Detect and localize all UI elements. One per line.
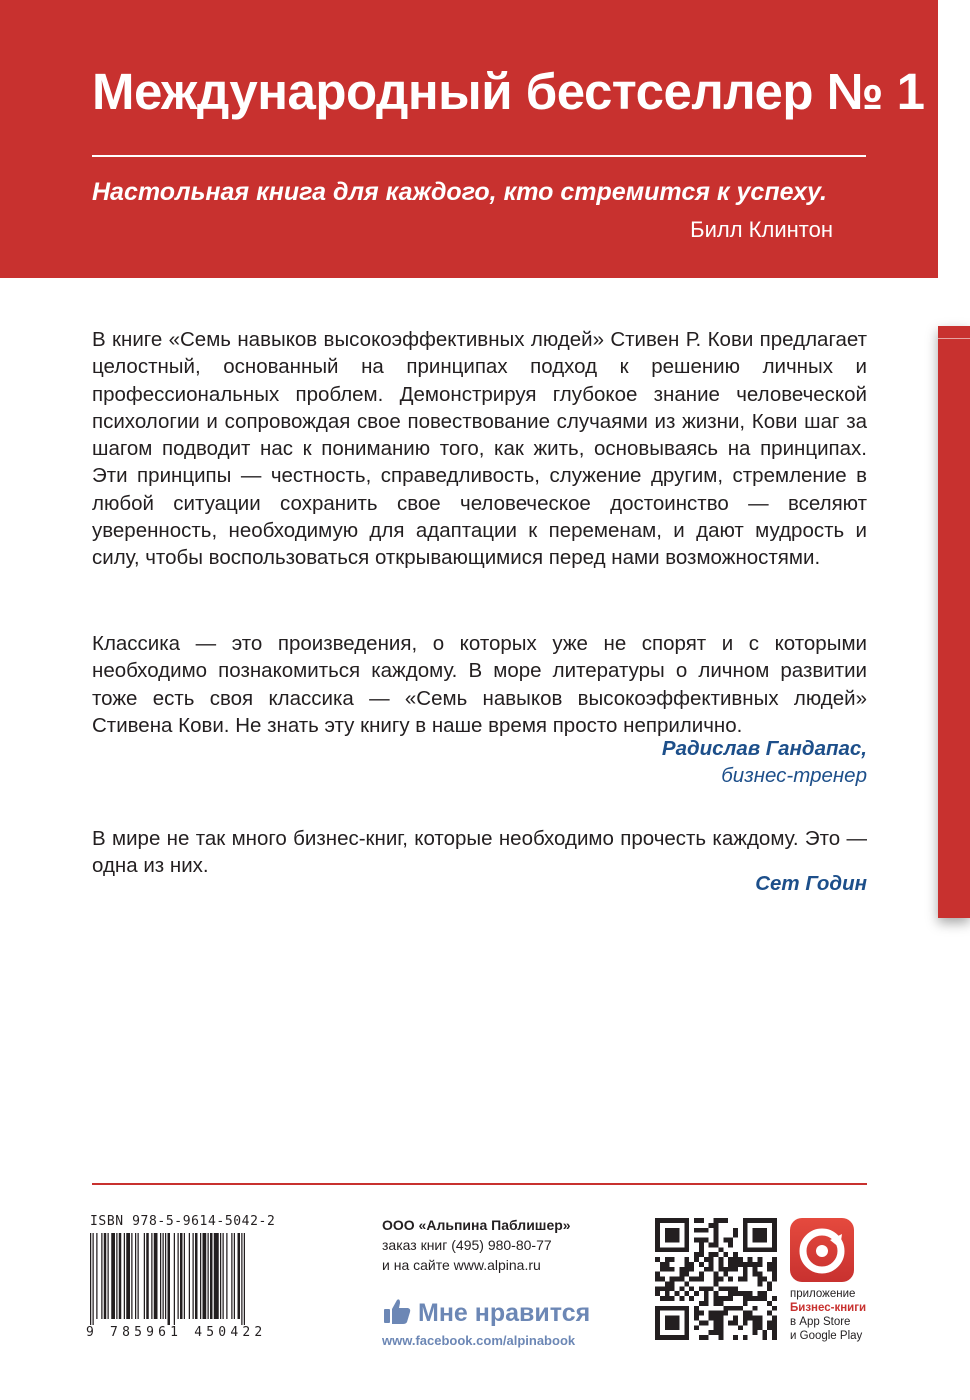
app-promo-googleplay: и Google Play — [790, 1330, 863, 1342]
endorsement-author: Билл Клинтон — [690, 217, 833, 242]
facebook-like-block[interactable] — [382, 1296, 590, 1348]
quote-gandapas-text: Классика — это произведения, о которых уже не спорят и с которыми необходимо познакомиться каждому. В море литературы о личном развитии тоже есть своя классика — «Семь навыков высокоэффективных людей» Стивена Кови. Не знать эту книгу в наше время просто неприлично. — [92, 632, 867, 737]
quote-godin-author: Сет Годин — [755, 872, 867, 895]
barcode — [90, 1233, 288, 1325]
app-promo-appstore: в App Store — [790, 1316, 851, 1328]
thumbs-up-icon — [382, 1296, 412, 1331]
quote-godin-attribution — [755, 870, 867, 897]
app-promo — [790, 1287, 866, 1343]
endorsement-quote: Настольная книга для каждого, кто стремится к успеху. — [92, 178, 827, 206]
publisher-info — [382, 1215, 571, 1275]
publisher-name: ООО «Альпина Паблишер» — [382, 1217, 571, 1233]
quote-gandapas-attribution — [662, 735, 867, 789]
header-banner — [0, 0, 938, 278]
qr-code-icon — [655, 1218, 777, 1340]
book-description: В книге «Семь навыков высокоэффективных людей» Стивен Р. Кови предлагает целостный, основанный на принципах подход к решению личных и профессиональных проблем. Демонстрируя глубокое знание человеческой психологии и сопровождая свое повествование случаями из жизни, Кови шаг за шагом подводит нас к пониманию того, как жить, основываясь на принципах. Эти принципы — честность, справедливость, служение другим, стремление в любой ситуации сохранить свое человеческое достоинство — вселяют уверенность, необходимую для адаптации к переменам, и дают мудрость и силу, чтобы воспользоваться открывающимися перед нами возможностями. — [92, 328, 867, 570]
headline-divider — [92, 155, 866, 157]
app-promo-name: Бизнес-книги — [790, 1302, 867, 1314]
publisher-site: и на сайте www.alpina.ru — [382, 1257, 541, 1273]
isbn-number: ISBN 978-5-9614-5042-2 — [90, 1214, 276, 1229]
facebook-link[interactable]: www.facebook.com/alpinabook — [382, 1333, 576, 1348]
barcode-digits: 9 785961 450422 — [86, 1325, 267, 1340]
app-promo-line1: приложение — [790, 1288, 856, 1300]
publisher-phone: заказ книг (495) 980-80-77 — [382, 1237, 552, 1253]
quote-gandapas-role: бизнес-тренер — [721, 764, 867, 787]
spine-bookmark-band — [938, 326, 970, 918]
footer-divider — [92, 1183, 867, 1185]
headline: Международный бестселлер № 1 — [92, 63, 925, 120]
quote-gandapas-author: Радислав Гандапас, — [661, 737, 867, 760]
quote-godin-text: В мире не так много бизнес-книг, которые необходимо прочесть каждому. Это — одна из них. — [92, 827, 867, 878]
like-label: Мне нравится — [418, 1299, 591, 1327]
alpina-app-icon — [790, 1218, 854, 1282]
